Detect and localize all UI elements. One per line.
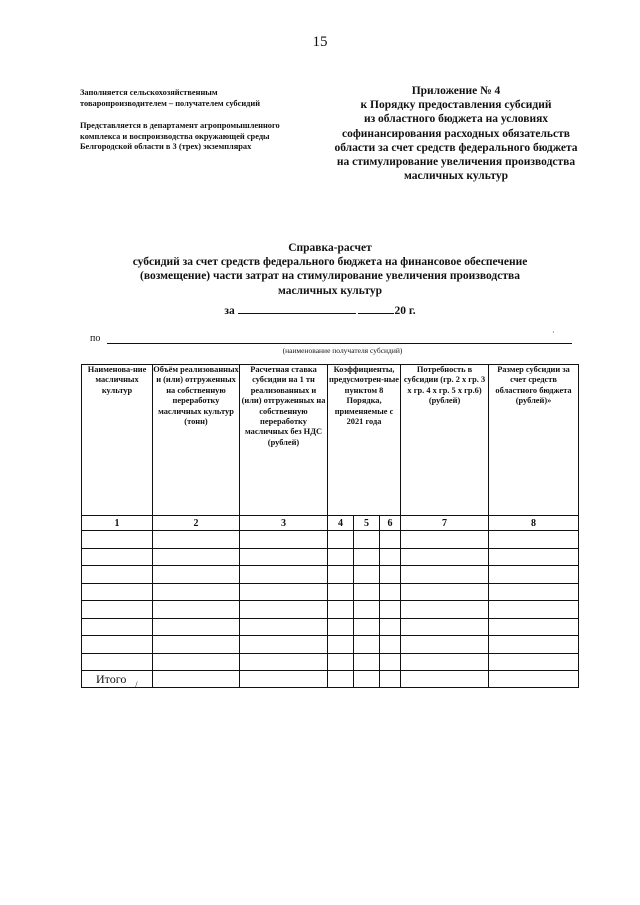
total-label: Итого: [82, 671, 153, 688]
table-cell[interactable]: [240, 548, 328, 566]
period-year-prefix: 20: [394, 305, 406, 317]
table-cell[interactable]: [153, 531, 240, 549]
table-cell[interactable]: [153, 566, 240, 584]
table-cell[interactable]: [401, 531, 489, 549]
fill-note: Заполняется сельскохозяйственным товаропроизводителем – получателем субсидий: [80, 88, 261, 108]
total-cell[interactable]: [354, 671, 380, 688]
total-cell[interactable]: [380, 671, 401, 688]
table-cell[interactable]: [489, 601, 579, 619]
table-cell[interactable]: [489, 618, 579, 636]
total-cell[interactable]: [401, 671, 489, 688]
table-cell[interactable]: [401, 618, 489, 636]
scan-mark: /: [135, 680, 138, 690]
column-number-row: [82, 516, 579, 531]
period-month-field[interactable]: [238, 302, 356, 314]
table-cell[interactable]: [82, 636, 153, 654]
table-cell[interactable]: [380, 566, 401, 584]
table-cell[interactable]: [240, 531, 328, 549]
table-cell[interactable]: [328, 566, 354, 584]
recipient-caption: (наименование получателя субсидий): [282, 346, 403, 355]
header-row: [82, 365, 579, 516]
table-row: [82, 583, 579, 601]
table-cell[interactable]: [82, 618, 153, 636]
table-cell[interactable]: [489, 548, 579, 566]
table-cell[interactable]: [489, 583, 579, 601]
table-cell[interactable]: [82, 653, 153, 671]
subsidy-table: [81, 364, 579, 688]
table-cell[interactable]: [153, 636, 240, 654]
appendix-line: из областного бюджета на условиях: [363, 113, 549, 126]
table-cell[interactable]: [354, 636, 380, 654]
column-number: 4: [328, 516, 354, 531]
table-cell[interactable]: [240, 583, 328, 601]
table-row: [82, 618, 579, 636]
table-cell[interactable]: [401, 601, 489, 619]
column-number: 3: [240, 516, 328, 531]
header-need: Потребность в субсидии (гр. 2 х гр. 3 х гр. 4 х гр. 5 х гр.6) (рублей): [401, 365, 489, 516]
table-cell[interactable]: [153, 618, 240, 636]
table-cell[interactable]: [354, 618, 380, 636]
table-cell[interactable]: [354, 601, 380, 619]
column-number: 1: [82, 516, 153, 531]
table-row: [82, 548, 579, 566]
period-day-field[interactable]: [358, 302, 394, 314]
total-row: [82, 671, 579, 688]
table-cell[interactable]: [401, 583, 489, 601]
table-cell[interactable]: [240, 601, 328, 619]
appendix-header: [300, 84, 612, 183]
table-cell[interactable]: [328, 653, 354, 671]
table-cell[interactable]: [82, 566, 153, 584]
column-number: 5: [354, 516, 380, 531]
table-cell[interactable]: [489, 531, 579, 549]
appendix-line: на стимулирование увеличения производства: [336, 156, 576, 169]
title-line: Справка-расчет: [288, 242, 372, 254]
recipient-prefix: по: [90, 333, 101, 344]
table-cell[interactable]: [380, 531, 401, 549]
total-cell[interactable]: [153, 671, 240, 688]
title-line: субсидий за счет средств федерального бюджета на финансовое обеспечение: [132, 256, 528, 269]
header-rate: Расчетная ставка субсидии на 1 тн реализованных и (или) отгруженных на собственную переработку масличных без НДС (рублей): [240, 365, 328, 516]
table-cell[interactable]: [328, 583, 354, 601]
table-cell[interactable]: [328, 531, 354, 549]
column-number: 6: [380, 516, 401, 531]
appendix-line: Приложение № 4: [411, 85, 501, 97]
table-cell[interactable]: [380, 601, 401, 619]
header-regional-amount: Размер субсидии за счет средств областного бюджета (рублей)»: [489, 365, 579, 516]
recipient-field[interactable]: [107, 343, 572, 344]
header-volume: Объём реализованных и (или) отгруженных на собственную переработку масличных культур (тонн): [153, 365, 240, 516]
table-cell[interactable]: [82, 601, 153, 619]
period-line: [0, 302, 640, 317]
table-cell[interactable]: [401, 548, 489, 566]
table-cell[interactable]: [328, 636, 354, 654]
table-row: [82, 601, 579, 619]
table-cell[interactable]: [380, 653, 401, 671]
table-cell[interactable]: [82, 583, 153, 601]
table-cell[interactable]: [240, 566, 328, 584]
period-prefix: за: [224, 305, 235, 317]
total-cell[interactable]: [328, 671, 354, 688]
table-cell[interactable]: [240, 636, 328, 654]
column-number: 8: [489, 516, 579, 531]
table-cell[interactable]: [153, 601, 240, 619]
submission-note: Представляется в департамент агропромышленного комплекса и воспроизводства окружающей среды Белгородской области в 3 (трех) экземплярах: [80, 121, 280, 151]
header-coefficients: Коэффициенты, предусмотрен-ные пунктом 8 Порядка, применяемые с 2021 года: [328, 365, 401, 516]
table-cell[interactable]: [354, 548, 380, 566]
table-row: [82, 653, 579, 671]
table-cell[interactable]: [354, 653, 380, 671]
title-line: (возмещение) части затрат на стимулирование увеличения производства: [140, 270, 520, 283]
table-row: [82, 636, 579, 654]
appendix-line: масличных культур: [403, 170, 509, 183]
table-cell[interactable]: [401, 653, 489, 671]
column-number: 7: [401, 516, 489, 531]
title-line: масличных культур: [277, 284, 383, 297]
table-cell[interactable]: [380, 636, 401, 654]
table-cell[interactable]: [240, 653, 328, 671]
table-cell[interactable]: [354, 566, 380, 584]
table-cell[interactable]: [153, 653, 240, 671]
table-cell[interactable]: [380, 618, 401, 636]
table-cell[interactable]: [82, 548, 153, 566]
total-cell[interactable]: [489, 671, 579, 688]
table-cell[interactable]: [328, 601, 354, 619]
column-number: 2: [153, 516, 240, 531]
appendix-line: области за счет средств федерального бюджета: [334, 141, 578, 154]
total-cell[interactable]: [240, 671, 328, 688]
table-cell[interactable]: [401, 566, 489, 584]
table-cell[interactable]: [328, 618, 354, 636]
table-cell[interactable]: [380, 548, 401, 566]
table-row: [82, 566, 579, 584]
table-cell[interactable]: [328, 548, 354, 566]
table-cell[interactable]: [82, 531, 153, 549]
table-cell[interactable]: [153, 583, 240, 601]
table-cell[interactable]: [354, 531, 380, 549]
table-cell[interactable]: [489, 653, 579, 671]
table-cell[interactable]: [489, 636, 579, 654]
table-cell[interactable]: [489, 566, 579, 584]
document-title: [100, 241, 560, 298]
table-cell[interactable]: [240, 618, 328, 636]
appendix-line: к Порядку предоставления субсидий: [360, 99, 552, 112]
period-suffix: г.: [408, 305, 416, 317]
header-crop-name: Наименова-ние масличных культур: [82, 365, 153, 516]
appendix-line: софинансирования расходных обязательств: [342, 127, 570, 140]
table-cell[interactable]: [380, 583, 401, 601]
table-cell[interactable]: [401, 636, 489, 654]
scan-mark: ·: [552, 328, 555, 337]
page-number: 15: [312, 34, 328, 50]
table-row: [82, 531, 579, 549]
table-cell[interactable]: [354, 583, 380, 601]
table-cell[interactable]: [153, 548, 240, 566]
